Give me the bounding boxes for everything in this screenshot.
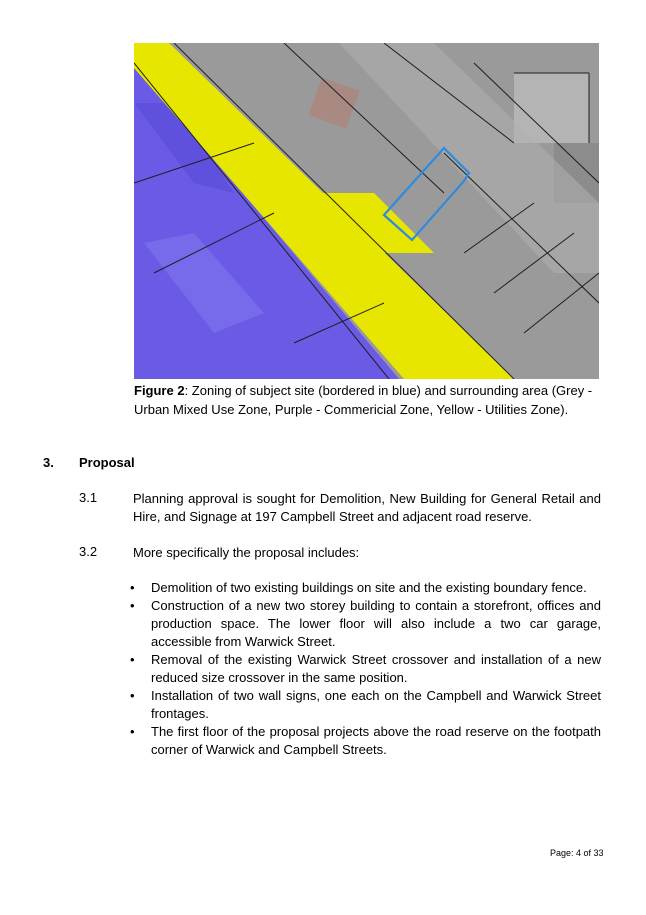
figure-caption xyxy=(134,381,604,419)
bullet-icon: • xyxy=(130,688,135,703)
bullet-item xyxy=(130,579,601,597)
bullet-icon: • xyxy=(130,652,135,667)
section-number: 3. xyxy=(43,455,54,470)
paragraph-text: Planning approval is sought for Demolition, New Building for General Retail and Hire, and Signage at 197 Campbell Street and adjacent road reserve. xyxy=(133,491,601,524)
bullet-text: Construction of a new two storey building to contain a storefront, offices and production space. The lower floor will also include a two car garage, accessible from Warwick Street. xyxy=(151,598,601,649)
bullet-icon: • xyxy=(130,724,135,739)
paragraph-text: More specifically the proposal includes: xyxy=(133,545,360,560)
figure-caption-text: : Zoning of subject site (bordered in blue) and surrounding area (Grey - Urban Mixed Use Zone, Purple - Commericial Zone, Yellow - Utilities Zone). xyxy=(134,383,593,417)
paragraph-number: 3.1 xyxy=(79,490,98,505)
bullet-icon: • xyxy=(130,598,135,613)
bullet-item xyxy=(130,597,601,651)
figure-label: Figure 2 xyxy=(134,383,185,398)
bullet-icon: • xyxy=(130,580,135,595)
bullet-item xyxy=(130,651,601,687)
bullet-text: Removal of the existing Warwick Street crossover and installation of a new reduced size crossover in the same position. xyxy=(151,652,601,685)
bullet-text: The first floor of the proposal projects above the road reserve on the footpath corner of Warwick and Campbell Streets. xyxy=(151,724,601,757)
zoning-map-figure xyxy=(134,43,599,379)
proposal-bullet-list xyxy=(130,579,601,759)
bullet-item xyxy=(130,687,601,723)
page-number: Page: 4 of 33 xyxy=(550,848,604,858)
paragraph-number: 3.2 xyxy=(79,544,98,559)
bullet-item xyxy=(130,723,601,759)
section-title: Proposal xyxy=(79,455,135,470)
bullet-text: Installation of two wall signs, one each on the Campbell and Warwick Street frontages. xyxy=(151,688,601,721)
zoning-map-image xyxy=(134,43,599,379)
bullet-text: Demolition of two existing buildings on site and the existing boundary fence. xyxy=(151,580,587,595)
